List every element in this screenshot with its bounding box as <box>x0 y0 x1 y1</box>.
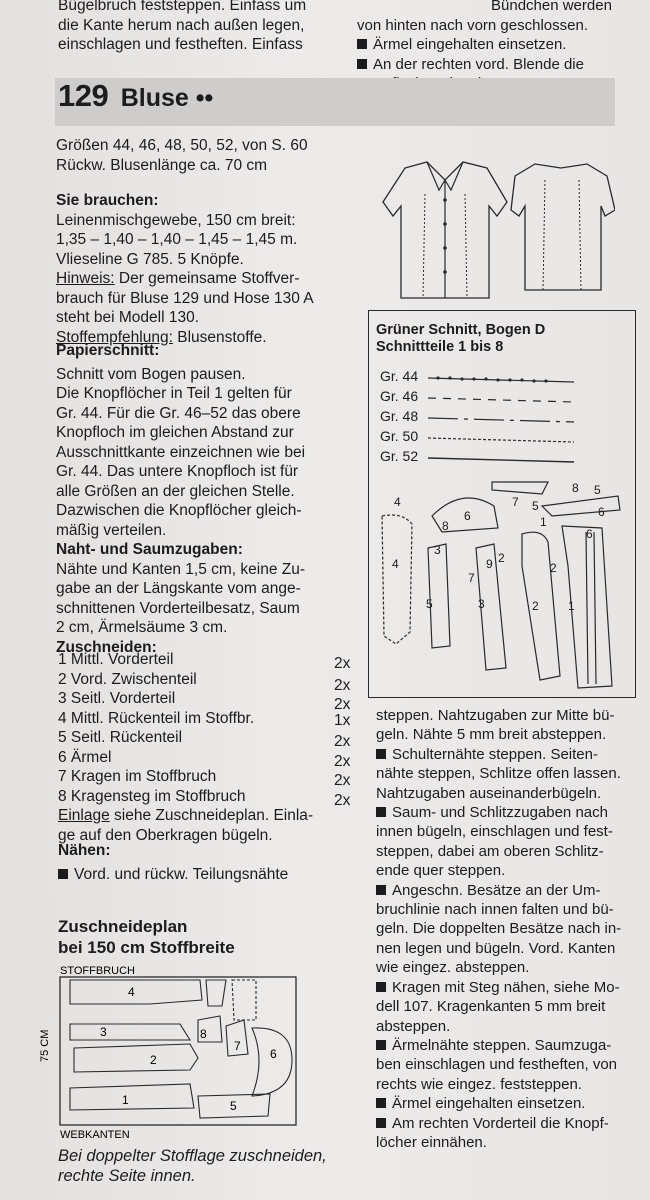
text-line: Bügelbruch feststeppen. Einfass um <box>58 0 307 14</box>
svg-text:8: 8 <box>572 481 579 495</box>
piece-fold <box>232 980 256 1020</box>
fabric-rect <box>60 977 296 1125</box>
piece-2-shape <box>522 532 560 680</box>
text-line: 2 cm, Ärmelsäume 3 cm. <box>56 619 228 636</box>
list-item: 3 Seitl. Vorderteil 2x <box>58 690 351 713</box>
pattern-title: Grüner Schnitt, Bogen D <box>376 322 546 338</box>
piece-3-label: 3 <box>100 1025 107 1039</box>
svg-text:6: 6 <box>464 509 471 523</box>
list-item: 8 Kragensteg im Stoffbruch 2x <box>58 787 351 809</box>
papier-heading: Papierschnitt: <box>56 342 160 359</box>
plan-note <box>58 1146 327 1186</box>
text-line: geln. Die doppelten Besätze nach in- <box>376 920 622 938</box>
naehen-heading: Nähen: <box>58 842 111 859</box>
svg-text:6: 6 <box>586 527 593 541</box>
bullet-icon <box>376 1118 386 1128</box>
text-line: mäßig verteilen. <box>56 521 167 539</box>
svg-text:7: 7 <box>512 495 519 509</box>
text-line: Am rechten Vorderteil die Knopf- <box>376 1114 621 1133</box>
size-label: Gr. 46 <box>380 388 419 404</box>
size-label: Gr. 52 <box>380 448 419 464</box>
list-item: 5 Seitl. Rückenteil 2x <box>58 729 351 750</box>
svg-text:5: 5 <box>532 499 539 513</box>
svg-text:4: 4 <box>394 495 401 509</box>
naht-heading: Naht- und Saumzugaben: <box>56 541 243 558</box>
text-line: Schulternähte steppen. Seiten- <box>376 745 621 764</box>
text-line: rechts wie eingez. feststeppen. <box>376 1075 582 1093</box>
hinweis: Hinweis: Der gemeinsame Stoffver- <box>56 270 300 287</box>
seam-line <box>579 180 581 290</box>
pieces-list <box>58 650 358 884</box>
text-line: ende quer steppen. <box>376 862 506 880</box>
pattern-pieces-diagram <box>372 476 634 694</box>
bullet-icon <box>376 885 386 895</box>
text-line: absteppen. <box>376 1017 451 1035</box>
size-label: Gr. 50 <box>380 428 419 444</box>
piece-6 <box>252 1028 292 1096</box>
size-legend <box>380 366 418 466</box>
need-heading: Sie brauchen: <box>56 192 159 209</box>
text-line: Ärmelnähte steppen. Saumzuga- <box>376 1036 621 1055</box>
piece-1-label: 1 <box>122 1093 129 1107</box>
text-line: steht bei Modell 130. <box>56 309 200 326</box>
text-line: 1,35 – 1,40 – 1,40 – 1,45 – 1,45 m. <box>56 231 298 248</box>
model-number: 129 <box>58 78 109 113</box>
svg-text:4: 4 <box>392 557 399 571</box>
text-line: Gr. 44. Das untere Knopfloch ist für <box>56 463 299 480</box>
naehen-first: Vord. und rückw. Teilungsnähte <box>58 865 358 885</box>
pattern-sheet-title <box>376 322 545 356</box>
right-column <box>376 706 621 1152</box>
piece-small <box>206 980 226 1006</box>
plan-label-side: 75 CM <box>39 1029 51 1062</box>
size-label: Gr. 44 <box>380 368 419 384</box>
plan-heading: Zuschneideplan <box>58 917 188 936</box>
text-line: Leinenmischgewebe, 150 cm breit: <box>56 211 296 229</box>
list-item: 4 Mittl. Rückenteil im Stoffbr. 1x <box>58 709 351 729</box>
svg-text:5: 5 <box>426 597 433 611</box>
bullet-icon <box>58 869 68 879</box>
svg-text:1: 1 <box>540 515 547 529</box>
text-line: innen bügeln, einschlagen und fest- <box>376 823 613 841</box>
svg-text:1: 1 <box>568 599 575 613</box>
piece-5-label: 5 <box>230 1099 237 1113</box>
piece-7-label: 7 <box>234 1039 241 1053</box>
svg-text:2: 2 <box>498 551 505 565</box>
text-line: brauch für Bluse 129 und Hose 130 A <box>56 289 314 307</box>
text-line: Schnitt vom Bogen pausen. <box>56 365 246 383</box>
piece-8-shape <box>492 482 548 494</box>
plan-label-bottom: WEBKANTEN <box>60 1129 130 1141</box>
length-line: Rückw. Blusenlänge ca. 70 cm <box>56 156 268 174</box>
svg-text:2: 2 <box>550 561 557 575</box>
sizes-line: Größen 44, 46, 48, 50, 52, von S. 60 <box>56 137 308 154</box>
text-line: dell 107. Kragenkanten 5 mm breit <box>376 998 606 1016</box>
model-title <box>58 78 213 114</box>
piece-7-shape <box>542 496 620 516</box>
einlage: Einlage siehe Zuschneideplan. Einla- <box>58 807 314 824</box>
size-line-legend <box>424 368 584 472</box>
piece-1 <box>70 1084 194 1110</box>
text-line: Vlieseline G 785. 5 Knöpfe. <box>56 250 244 268</box>
text-line: Bündchen werden <box>491 0 612 14</box>
svg-text:2: 2 <box>532 599 539 613</box>
plan-subheading: bei 150 cm Stoffbreite <box>58 938 235 957</box>
text-line: steppen, dabei am oberen Schlitz- <box>376 842 604 860</box>
text-line: nen legen und bügeln. Vord. Kanten <box>376 939 616 957</box>
seam-line <box>465 194 467 298</box>
text-line: Gr. 44. Für die Gr. 46–52 das obere <box>56 404 301 422</box>
text-line: ge auf den Oberkragen bügeln. <box>58 826 273 844</box>
piece-3-shape <box>428 544 450 648</box>
bullet-icon <box>376 982 386 992</box>
text-line: Ausschnittkante einzeichnen wie bei <box>56 443 306 461</box>
piece-4 <box>70 980 202 1004</box>
model-name: Bluse •• <box>120 84 214 112</box>
text-line: Bei doppelter Stofflage zuschneiden, <box>58 1147 327 1165</box>
text-line: ben einschlagen und festheften, von <box>376 1056 618 1074</box>
text-line: schnittenen Vorderteilbesatz, Saum <box>56 599 300 617</box>
piece-3 <box>70 1024 190 1040</box>
line-gr48 <box>428 418 574 422</box>
top-left-text <box>58 0 306 55</box>
seam-line <box>543 180 545 290</box>
plan-label-top: STOFFBRUCH <box>60 965 135 977</box>
text-line: Knopfloch im gleichen Abstand zur <box>56 424 294 441</box>
blouse-sketch <box>365 150 615 310</box>
cutting-plan-diagram <box>30 960 362 1142</box>
line-gr52 <box>428 458 574 462</box>
text-line: wie eingez. absteppen. <box>376 959 530 977</box>
svg-text:8: 8 <box>442 519 449 533</box>
text-line: Ärmel eingehalten einsetzen. <box>357 35 612 55</box>
text-line: geln. Nähte 5 mm breit absteppen. <box>376 726 607 744</box>
bullet-icon <box>376 807 386 817</box>
text-line: steppen. Nahtzugaben zur Mitte bü- <box>376 707 615 724</box>
list-item: 2 Vord. Zwischenteil 2x <box>58 670 351 694</box>
text-line: einschlagen und festheften. Einfass <box>58 36 303 53</box>
stoffempfehlung: Stoffempfehlung: Blusenstoffe. <box>56 328 267 346</box>
piece-1-lines <box>586 532 596 684</box>
text-line: Nahtzugaben auseinanderbügeln. <box>376 784 602 802</box>
left-column <box>56 136 314 657</box>
piece-4-label: 4 <box>128 985 135 999</box>
text-line: gabe an der Längskante vom ange- <box>56 580 301 597</box>
piece-4-shape <box>382 515 412 644</box>
line-gr46 <box>428 398 574 402</box>
bullet-icon <box>357 39 367 49</box>
bullet-icon <box>357 59 367 69</box>
bullet-icon <box>376 1098 386 1108</box>
list-item: 7 Kragen im Stoffbruch 2x <box>58 768 351 789</box>
bullet-icon <box>376 749 386 759</box>
svg-text:7: 7 <box>468 571 475 585</box>
list-item: 6 Ärmel 2x <box>58 748 351 770</box>
svg-text:3: 3 <box>434 543 441 557</box>
text-line: Kragen mit Steg nähen, siehe Mo- <box>376 978 621 997</box>
text-line: Saum- und Schlitzzugaben nach <box>376 803 621 822</box>
text-line: nähte steppen, Schlitze offen lassen. <box>376 765 621 783</box>
svg-text:5: 5 <box>594 483 601 497</box>
text-line: die Kante herum nach außen legen, <box>58 16 305 34</box>
bullet-icon <box>376 1040 386 1050</box>
pattern-subtitle: Schnittteile 1 bis 8 <box>376 339 504 355</box>
text-line: An der rechten vord. Blende die <box>357 55 612 75</box>
piece-2-label: 2 <box>150 1053 157 1067</box>
size-label: Gr. 48 <box>380 408 419 424</box>
text-line: von hinten nach vorn geschlossen. <box>357 16 588 34</box>
svg-text:9: 9 <box>486 557 493 571</box>
svg-text:6: 6 <box>598 505 605 519</box>
text-line: Die Knopflöcher in Teil 1 gelten für <box>56 385 292 402</box>
zuschneiden-heading: Zuschneiden: <box>56 638 157 656</box>
piece-2 <box>74 1044 198 1072</box>
text-line: löcher einnähen. <box>376 1133 487 1151</box>
text-line: alle Größen an der gleichen Stelle. <box>56 482 295 500</box>
blouse-back-icon <box>511 164 615 290</box>
text-line: Nähte und Kanten 1,5 cm, keine Zu- <box>56 560 306 578</box>
text-line: rechte Seite innen. <box>58 1167 196 1185</box>
text-line: Angeschn. Besätze an der Um- <box>376 881 621 900</box>
plan-heading-block <box>58 916 235 958</box>
text-line: Ärmel eingehalten einsetzen. <box>376 1094 621 1113</box>
svg-text:3: 3 <box>478 597 485 611</box>
seam-line <box>423 194 425 298</box>
piece-8-label: 8 <box>200 1027 207 1041</box>
text-line: Dazwischen die Knopflöcher gleich- <box>56 502 302 519</box>
text-line: bruchlinie nach innen falten und bü- <box>376 901 614 919</box>
line-gr50 <box>428 438 574 442</box>
piece-6-label: 6 <box>270 1047 277 1061</box>
list-item: 1 Mittl. Vorderteil 2x <box>58 651 351 672</box>
